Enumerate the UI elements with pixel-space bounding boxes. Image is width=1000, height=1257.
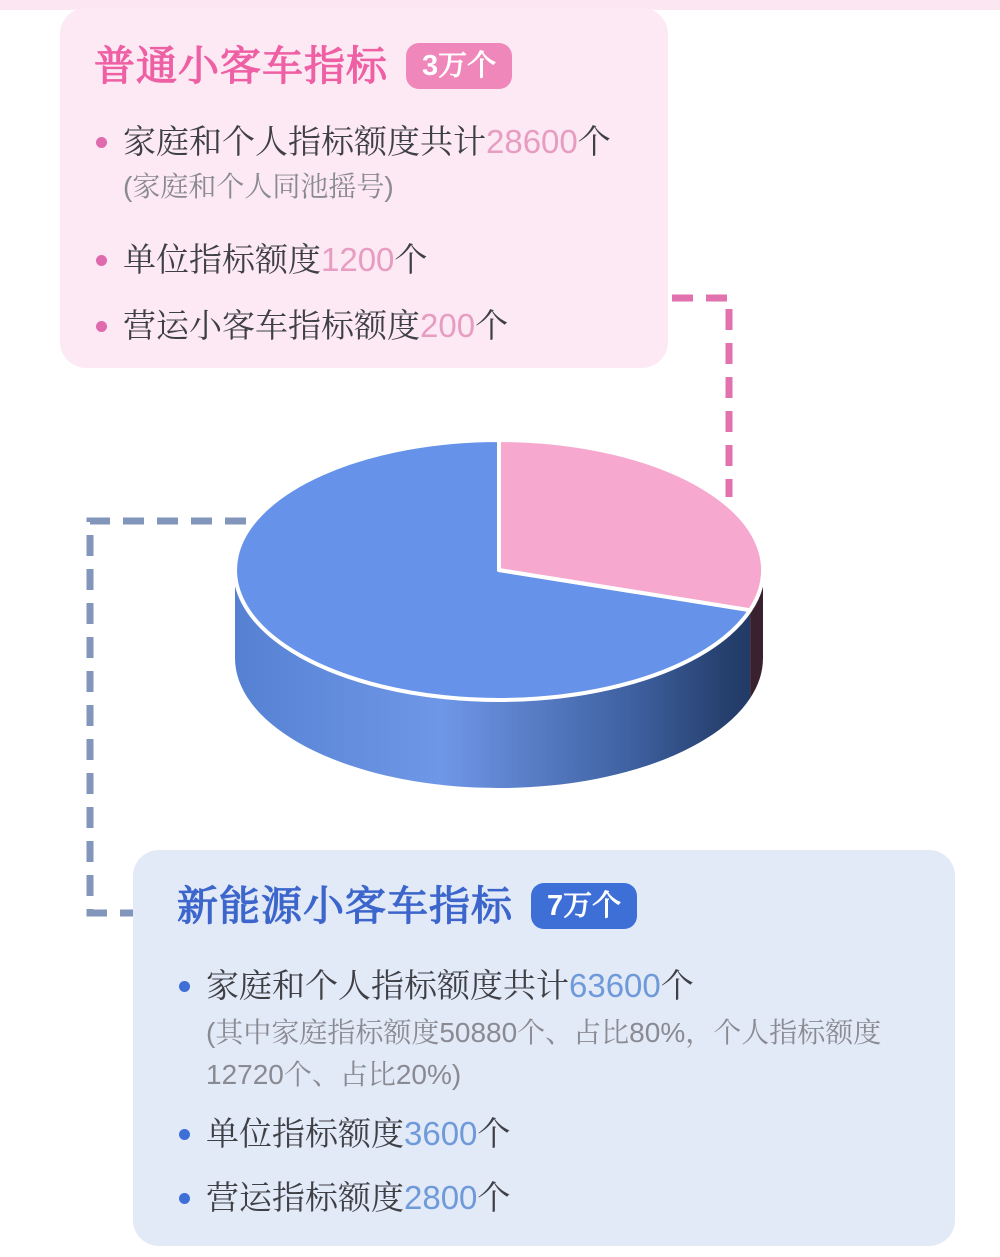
bullet-dot [96,137,107,148]
bullet-dot [96,321,107,332]
quota-value: 2800 [404,1179,478,1216]
bullet-dot [179,1129,190,1140]
new-energy-card-header [177,878,935,934]
ordinary-card-header [94,38,648,94]
quota-line [94,120,648,164]
quota-prefix: 单位指标额度 [123,241,321,278]
quota-prefix: 营运小客车指标额度 [123,307,420,344]
quota-unit: 个 [475,307,509,344]
quota-value: 200 [420,307,476,344]
bullet-dot [179,1193,190,1204]
quota-unit: 个 [394,241,428,278]
quota-text [206,1112,510,1156]
ordinary-quota-card [60,8,668,368]
quota-text [123,120,611,164]
quota-line [94,304,648,348]
bullet-dot [96,255,107,266]
quota-text [123,304,508,348]
new-energy-quota-card [133,850,955,1246]
quota-prefix: 家庭和个人指标额度共计 [206,967,569,1004]
ordinary-total-badge: 3万个 [406,43,512,89]
new-energy-total-badge: 7万个 [531,883,637,929]
quota-note: (其中家庭指标额度50880个、占比80%，个人指标额度12720个、占比20%) [206,1017,882,1090]
connector-ordinary-to-pie [672,298,729,497]
quota-value: 1200 [321,241,395,278]
bullet-dot [179,981,190,992]
quota-text [123,238,427,282]
quota-value: 28600 [486,123,578,160]
quota-value: 63600 [569,967,661,1004]
pie-chart [235,440,763,788]
new-energy-card-title: 新能源小客车指标 [177,883,513,929]
quota-prefix: 单位指标额度 [206,1115,404,1152]
quota-unit: 个 [660,967,694,1004]
quota-line [177,1176,935,1220]
quota-value: 3600 [404,1115,478,1152]
quota-prefix: 家庭和个人指标额度共计 [123,123,486,160]
quota-unit: 个 [577,123,611,160]
quota-line [177,1112,935,1156]
quota-line [177,964,935,1008]
ordinary-card-title: 普通小客车指标 [94,43,388,89]
quota-unit: 个 [477,1115,511,1152]
quota-prefix: 营运指标额度 [206,1179,404,1216]
quota-unit: 个 [477,1179,511,1216]
quota-note: (家庭和个人同池摇号) [123,171,394,202]
quota-text [206,1176,510,1220]
quota-text [206,964,694,1008]
quota-line [94,238,648,282]
